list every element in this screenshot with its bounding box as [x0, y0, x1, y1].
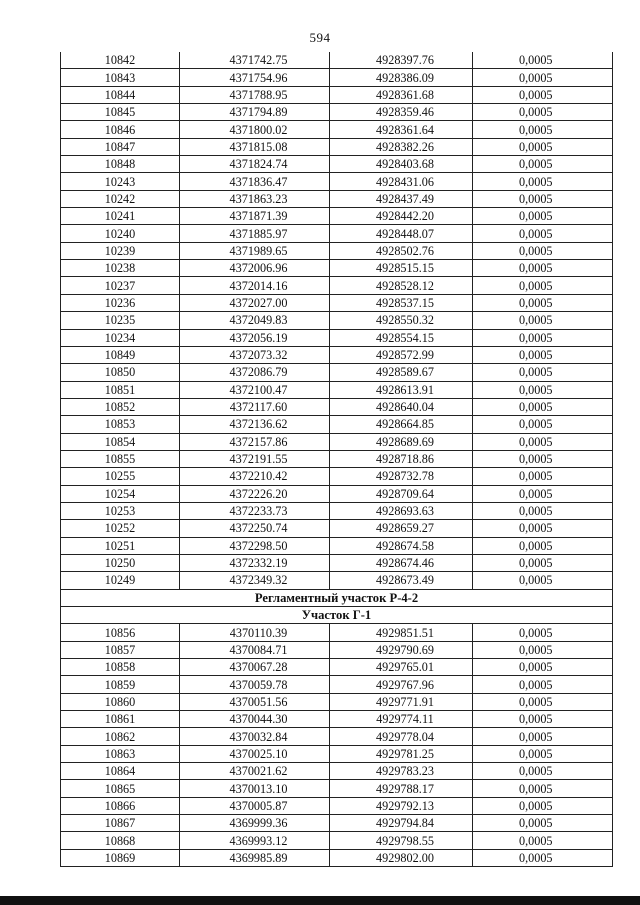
point-number: 10240 [61, 225, 180, 242]
table-row [61, 225, 613, 242]
point-number: 10239 [61, 242, 180, 259]
x-coordinate: 4372191.55 [180, 450, 330, 467]
accuracy-value: 0,0005 [473, 763, 613, 780]
table-row [61, 364, 613, 381]
y-coordinate: 4928502.76 [330, 242, 473, 259]
point-number: 10846 [61, 121, 180, 138]
accuracy-value: 0,0005 [473, 381, 613, 398]
y-coordinate: 4929790.69 [330, 641, 473, 658]
y-coordinate: 4928709.64 [330, 485, 473, 502]
x-coordinate: 4372014.16 [180, 277, 330, 294]
y-coordinate: 4928386.09 [330, 69, 473, 86]
accuracy-value: 0,0005 [473, 69, 613, 86]
accuracy-value: 0,0005 [473, 190, 613, 207]
point-number: 10242 [61, 190, 180, 207]
x-coordinate: 4372157.86 [180, 433, 330, 450]
point-number: 10235 [61, 312, 180, 329]
y-coordinate: 4929781.25 [330, 745, 473, 762]
table-row [61, 676, 613, 693]
y-coordinate: 4929778.04 [330, 728, 473, 745]
x-coordinate: 4371742.75 [180, 52, 330, 69]
x-coordinate: 4371989.65 [180, 242, 330, 259]
coordinates-table [60, 52, 613, 867]
page-number: 594 [309, 30, 331, 45]
x-coordinate: 4372332.19 [180, 554, 330, 571]
accuracy-value: 0,0005 [473, 277, 613, 294]
y-coordinate: 4928674.46 [330, 554, 473, 571]
point-number: 10238 [61, 260, 180, 277]
section-header-group [61, 589, 613, 624]
y-coordinate: 4929851.51 [330, 624, 473, 641]
accuracy-value: 0,0005 [473, 745, 613, 762]
x-coordinate: 4372086.79 [180, 364, 330, 381]
x-coordinate: 4371836.47 [180, 173, 330, 190]
table-row [61, 537, 613, 554]
table-row [61, 468, 613, 485]
table-row [61, 52, 613, 69]
point-number: 10243 [61, 173, 180, 190]
x-coordinate: 4371885.97 [180, 225, 330, 242]
x-coordinate: 4372210.42 [180, 468, 330, 485]
point-number: 10856 [61, 624, 180, 641]
x-coordinate: 4370051.56 [180, 693, 330, 710]
point-number: 10869 [61, 849, 180, 866]
accuracy-value: 0,0005 [473, 173, 613, 190]
accuracy-value: 0,0005 [473, 659, 613, 676]
accuracy-value: 0,0005 [473, 329, 613, 346]
y-coordinate: 4928732.78 [330, 468, 473, 485]
accuracy-value: 0,0005 [473, 693, 613, 710]
table-row [61, 572, 613, 589]
accuracy-value: 0,0005 [473, 156, 613, 173]
x-coordinate: 4371824.74 [180, 156, 330, 173]
point-number: 10860 [61, 693, 180, 710]
x-coordinate: 4371794.89 [180, 104, 330, 121]
y-coordinate: 4928673.49 [330, 572, 473, 589]
y-coordinate: 4928528.12 [330, 277, 473, 294]
accuracy-value: 0,0005 [473, 520, 613, 537]
point-number: 10251 [61, 537, 180, 554]
point-number: 10868 [61, 832, 180, 849]
table-row [61, 554, 613, 571]
point-number: 10861 [61, 711, 180, 728]
table-row [61, 277, 613, 294]
x-coordinate: 4369985.89 [180, 849, 330, 866]
y-coordinate: 4928382.26 [330, 138, 473, 155]
x-coordinate: 4370084.71 [180, 641, 330, 658]
table-row [61, 190, 613, 207]
bottom-border [0, 896, 640, 905]
table-row [61, 832, 613, 849]
point-number: 10852 [61, 398, 180, 415]
table-row [61, 156, 613, 173]
section-title: Регламентный участок Р-4-2 [61, 589, 613, 606]
point-number: 10864 [61, 763, 180, 780]
x-coordinate: 4372349.32 [180, 572, 330, 589]
y-coordinate: 4928361.64 [330, 121, 473, 138]
point-number: 10845 [61, 104, 180, 121]
table-row [61, 745, 613, 762]
y-coordinate: 4928403.68 [330, 156, 473, 173]
y-coordinate: 4928448.07 [330, 225, 473, 242]
x-coordinate: 4372100.47 [180, 381, 330, 398]
accuracy-value: 0,0005 [473, 641, 613, 658]
point-number: 10867 [61, 815, 180, 832]
table-row [61, 728, 613, 745]
y-coordinate: 4929767.96 [330, 676, 473, 693]
accuracy-value: 0,0005 [473, 260, 613, 277]
table-row [61, 329, 613, 346]
table-row [61, 121, 613, 138]
accuracy-value: 0,0005 [473, 416, 613, 433]
section-row [61, 589, 613, 606]
accuracy-value: 0,0005 [473, 364, 613, 381]
x-coordinate: 4372027.00 [180, 294, 330, 311]
x-coordinate: 4372250.74 [180, 520, 330, 537]
point-number: 10237 [61, 277, 180, 294]
x-coordinate: 4371863.23 [180, 190, 330, 207]
accuracy-value: 0,0005 [473, 572, 613, 589]
table-row [61, 763, 613, 780]
point-number: 10254 [61, 485, 180, 502]
table-row [61, 242, 613, 259]
y-coordinate: 4928397.76 [330, 52, 473, 69]
accuracy-value: 0,0005 [473, 398, 613, 415]
accuracy-value: 0,0005 [473, 537, 613, 554]
y-coordinate: 4928674.58 [330, 537, 473, 554]
table-row [61, 450, 613, 467]
x-coordinate: 4372298.50 [180, 537, 330, 554]
table-row [61, 780, 613, 797]
point-number: 10859 [61, 676, 180, 693]
table-row [61, 849, 613, 866]
x-coordinate: 4372049.83 [180, 312, 330, 329]
x-coordinate: 4371788.95 [180, 86, 330, 103]
y-coordinate: 4928659.27 [330, 520, 473, 537]
accuracy-value: 0,0005 [473, 502, 613, 519]
y-coordinate: 4929794.84 [330, 815, 473, 832]
x-coordinate: 4372117.60 [180, 398, 330, 415]
table-body-top [61, 52, 613, 589]
table-row [61, 659, 613, 676]
accuracy-value: 0,0005 [473, 849, 613, 866]
x-coordinate: 4370032.84 [180, 728, 330, 745]
x-coordinate: 4371754.96 [180, 69, 330, 86]
accuracy-value: 0,0005 [473, 208, 613, 225]
y-coordinate: 4929771.91 [330, 693, 473, 710]
y-coordinate: 4928718.86 [330, 450, 473, 467]
table-row [61, 173, 613, 190]
point-number: 10851 [61, 381, 180, 398]
accuracy-value: 0,0005 [473, 450, 613, 467]
table-row [61, 624, 613, 641]
point-number: 10250 [61, 554, 180, 571]
x-coordinate: 4372136.62 [180, 416, 330, 433]
y-coordinate: 4929783.23 [330, 763, 473, 780]
y-coordinate: 4928664.85 [330, 416, 473, 433]
accuracy-value: 0,0005 [473, 86, 613, 103]
accuracy-value: 0,0005 [473, 728, 613, 745]
table-row [61, 104, 613, 121]
y-coordinate: 4928550.32 [330, 312, 473, 329]
table-row [61, 502, 613, 519]
y-coordinate: 4928693.63 [330, 502, 473, 519]
x-coordinate: 4370059.78 [180, 676, 330, 693]
table-row [61, 797, 613, 814]
point-number: 10847 [61, 138, 180, 155]
point-number: 10842 [61, 52, 180, 69]
point-number: 10252 [61, 520, 180, 537]
accuracy-value: 0,0005 [473, 104, 613, 121]
subsection-row [61, 607, 613, 624]
table-row [61, 294, 613, 311]
subsection-title: Участок Г-1 [61, 607, 613, 624]
x-coordinate: 4370025.10 [180, 745, 330, 762]
table-row [61, 312, 613, 329]
accuracy-value: 0,0005 [473, 225, 613, 242]
y-coordinate: 4928361.68 [330, 86, 473, 103]
x-coordinate: 4372056.19 [180, 329, 330, 346]
point-number: 10850 [61, 364, 180, 381]
point-number: 10863 [61, 745, 180, 762]
accuracy-value: 0,0005 [473, 242, 613, 259]
y-coordinate: 4929788.17 [330, 780, 473, 797]
y-coordinate: 4929798.55 [330, 832, 473, 849]
x-coordinate: 4372006.96 [180, 260, 330, 277]
table-row [61, 138, 613, 155]
accuracy-value: 0,0005 [473, 711, 613, 728]
table-row [61, 815, 613, 832]
table-body-bottom [61, 624, 613, 867]
point-number: 10855 [61, 450, 180, 467]
point-number: 10844 [61, 86, 180, 103]
accuracy-value: 0,0005 [473, 554, 613, 571]
x-coordinate: 4370013.10 [180, 780, 330, 797]
x-coordinate: 4371815.08 [180, 138, 330, 155]
y-coordinate: 4929774.11 [330, 711, 473, 728]
point-number: 10858 [61, 659, 180, 676]
y-coordinate: 4928640.04 [330, 398, 473, 415]
point-number: 10234 [61, 329, 180, 346]
y-coordinate: 4928572.99 [330, 346, 473, 363]
y-coordinate: 4928431.06 [330, 173, 473, 190]
point-number: 10236 [61, 294, 180, 311]
table-row [61, 381, 613, 398]
point-number: 10862 [61, 728, 180, 745]
point-number: 10849 [61, 346, 180, 363]
accuracy-value: 0,0005 [473, 780, 613, 797]
point-number: 10854 [61, 433, 180, 450]
table-row [61, 346, 613, 363]
accuracy-value: 0,0005 [473, 52, 613, 69]
y-coordinate: 4928359.46 [330, 104, 473, 121]
x-coordinate: 4371800.02 [180, 121, 330, 138]
x-coordinate: 4370067.28 [180, 659, 330, 676]
y-coordinate: 4928589.67 [330, 364, 473, 381]
accuracy-value: 0,0005 [473, 815, 613, 832]
y-coordinate: 4928554.15 [330, 329, 473, 346]
accuracy-value: 0,0005 [473, 676, 613, 693]
y-coordinate: 4928442.20 [330, 208, 473, 225]
table-row [61, 208, 613, 225]
y-coordinate: 4928613.91 [330, 381, 473, 398]
accuracy-value: 0,0005 [473, 346, 613, 363]
point-number: 10253 [61, 502, 180, 519]
x-coordinate: 4372226.20 [180, 485, 330, 502]
y-coordinate: 4928437.49 [330, 190, 473, 207]
x-coordinate: 4371871.39 [180, 208, 330, 225]
x-coordinate: 4370021.62 [180, 763, 330, 780]
x-coordinate: 4370110.39 [180, 624, 330, 641]
x-coordinate: 4369993.12 [180, 832, 330, 849]
y-coordinate: 4929802.00 [330, 849, 473, 866]
table-row [61, 693, 613, 710]
x-coordinate: 4372233.73 [180, 502, 330, 519]
table-row [61, 485, 613, 502]
point-number: 10866 [61, 797, 180, 814]
point-number: 10865 [61, 780, 180, 797]
y-coordinate: 4929792.13 [330, 797, 473, 814]
accuracy-value: 0,0005 [473, 485, 613, 502]
accuracy-value: 0,0005 [473, 468, 613, 485]
table-row [61, 416, 613, 433]
accuracy-value: 0,0005 [473, 797, 613, 814]
x-coordinate: 4372073.32 [180, 346, 330, 363]
accuracy-value: 0,0005 [473, 433, 613, 450]
accuracy-value: 0,0005 [473, 312, 613, 329]
table-row [61, 711, 613, 728]
accuracy-value: 0,0005 [473, 294, 613, 311]
y-coordinate: 4929765.01 [330, 659, 473, 676]
accuracy-value: 0,0005 [473, 138, 613, 155]
y-coordinate: 4928689.69 [330, 433, 473, 450]
table-row [61, 69, 613, 86]
point-number: 10853 [61, 416, 180, 433]
table-row [61, 641, 613, 658]
accuracy-value: 0,0005 [473, 624, 613, 641]
table-row [61, 398, 613, 415]
table-row [61, 433, 613, 450]
x-coordinate: 4370044.30 [180, 711, 330, 728]
point-number: 10843 [61, 69, 180, 86]
point-number: 10249 [61, 572, 180, 589]
table-row [61, 86, 613, 103]
point-number: 10255 [61, 468, 180, 485]
accuracy-value: 0,0005 [473, 832, 613, 849]
point-number: 10241 [61, 208, 180, 225]
point-number: 10848 [61, 156, 180, 173]
x-coordinate: 4369999.36 [180, 815, 330, 832]
accuracy-value: 0,0005 [473, 121, 613, 138]
y-coordinate: 4928537.15 [330, 294, 473, 311]
x-coordinate: 4370005.87 [180, 797, 330, 814]
table-row [61, 260, 613, 277]
table-row [61, 520, 613, 537]
y-coordinate: 4928515.15 [330, 260, 473, 277]
point-number: 10857 [61, 641, 180, 658]
